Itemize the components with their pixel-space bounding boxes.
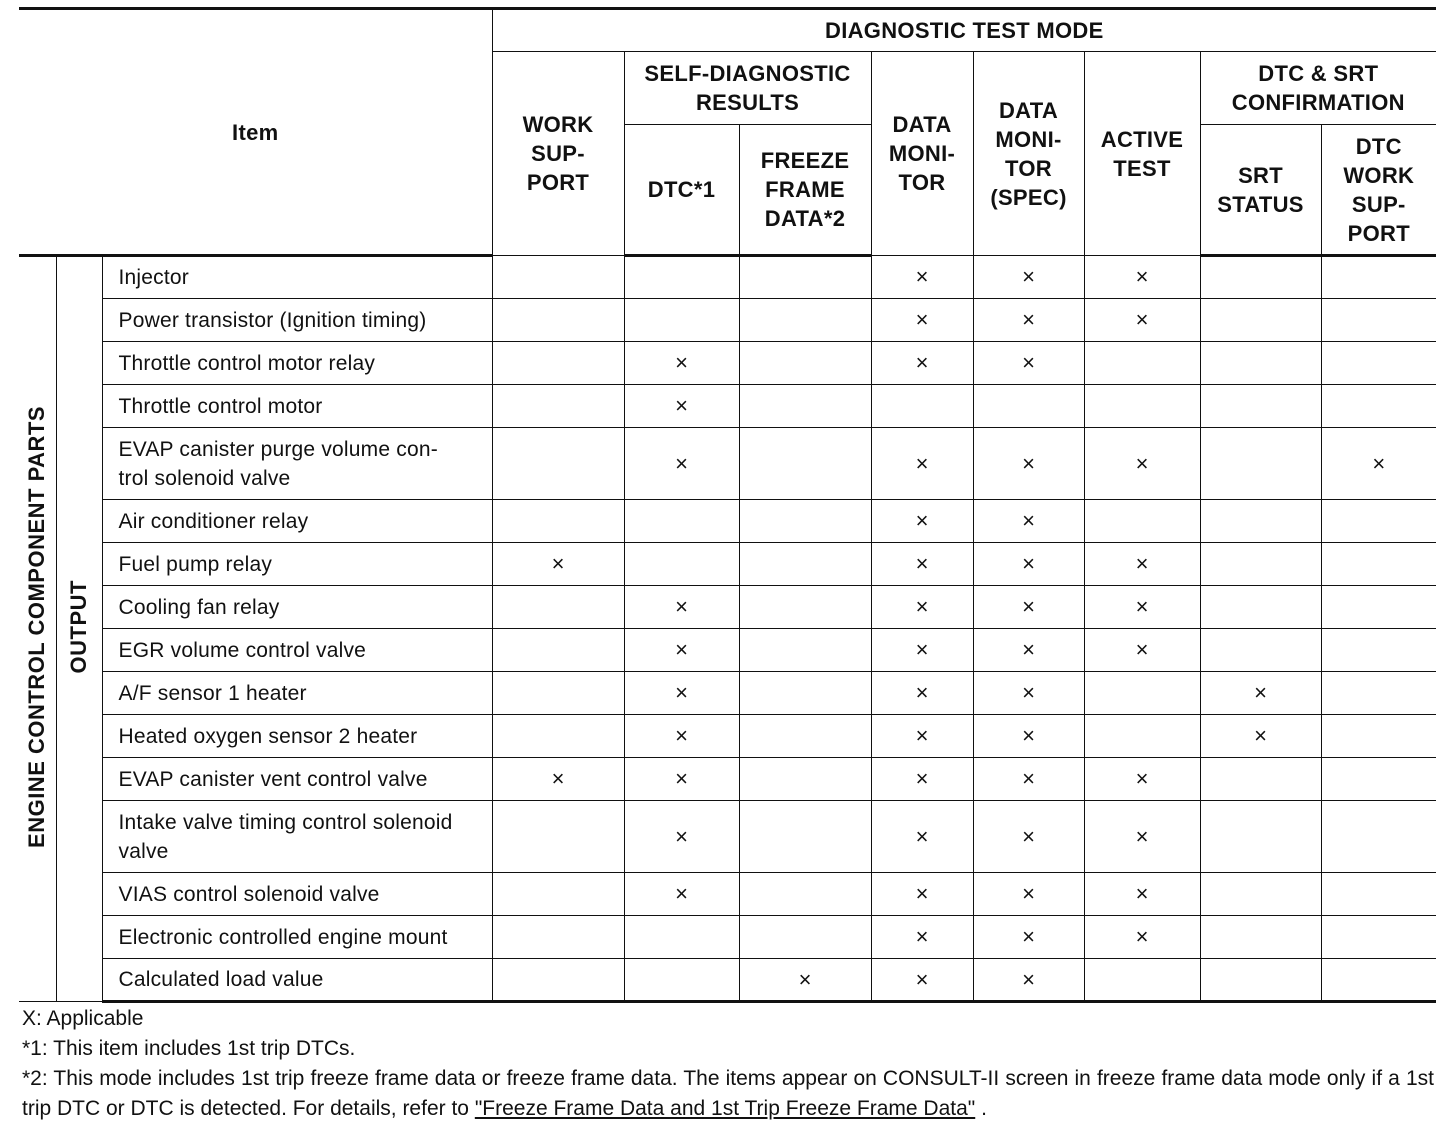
freeze-frame-data-cell: [739, 342, 871, 385]
item-label: Injector: [118, 266, 189, 289]
data-monitor-spec-cell: [973, 299, 1084, 342]
applicable-mark: ×: [1135, 766, 1149, 791]
table-row: [19, 873, 1436, 916]
data-monitor-spec-cell: [973, 256, 1084, 299]
applicable-mark: ×: [675, 766, 688, 791]
work-support-cell: [492, 500, 624, 543]
data-monitor-cell: [871, 715, 973, 758]
table-row: [19, 428, 1436, 500]
dtc-work-support-cell: [1321, 873, 1436, 916]
item-label: Heated oxygen sensor 2 heater: [118, 724, 418, 748]
item-label: EGR volume control valve: [118, 638, 367, 662]
applicable-mark: ×: [1022, 723, 1035, 748]
data-monitor-cell: [871, 629, 973, 672]
applicable-mark: ×: [915, 551, 929, 576]
item-cell: [102, 586, 492, 629]
header-line: DTC & SRT: [1258, 61, 1379, 86]
item-label: valve: [118, 839, 169, 863]
data-monitor-cell: [871, 801, 973, 873]
active-test-cell: [1084, 543, 1200, 586]
item-cell: [102, 758, 492, 801]
dtc-cell: [624, 586, 739, 629]
applicable-mark: ×: [1022, 823, 1035, 849]
applicable-mark: ×: [915, 594, 929, 619]
dtc-work-support-cell: [1321, 428, 1436, 500]
dtc-cell: [624, 715, 739, 758]
freeze-frame-data-cell: [739, 500, 871, 543]
applicable-mark: ×: [915, 766, 929, 791]
freeze-frame-data-cell: [739, 959, 871, 1002]
item-label: VIAS control solenoid valve: [118, 882, 380, 906]
freeze-frame-data-link[interactable]: "Freeze Frame Data and 1st Trip Freeze Frame Data": [474, 1097, 976, 1120]
applicable-mark: ×: [551, 766, 565, 791]
freeze-frame-data-cell: [739, 299, 871, 342]
srt-status-cell: [1200, 629, 1321, 672]
applicable-mark: ×: [915, 723, 929, 748]
data-monitor-cell: [871, 428, 973, 500]
table-row: [19, 586, 1436, 629]
freeze-frame-data-cell: [739, 385, 871, 428]
applicable-mark: ×: [915, 966, 929, 992]
item-cell: [102, 385, 492, 428]
active-test-cell: [1084, 256, 1200, 299]
footnote-1: *1: This item includes 1st trip DTCs.: [22, 1037, 356, 1060]
srt-status-header: [1200, 125, 1321, 256]
freeze-frame-data-cell: [739, 672, 871, 715]
applicable-mark: ×: [915, 307, 929, 332]
footnote-2: [22, 1064, 1434, 1124]
dtc-work-support-cell: [1321, 629, 1436, 672]
active-test-cell: [1084, 715, 1200, 758]
data-monitor-cell: [871, 959, 973, 1002]
dtc-srt-confirmation-header: [1200, 52, 1436, 125]
item-cell: [102, 873, 492, 916]
item-label: A/F sensor 1 heater: [118, 681, 307, 705]
srt-status-cell: [1200, 801, 1321, 873]
legend-note: X: Applicable: [22, 1007, 144, 1030]
data-monitor-cell: [871, 758, 973, 801]
data-monitor-spec-cell: [973, 959, 1084, 1002]
data-monitor-cell: [871, 873, 973, 916]
item-label: Intake valve timing control solenoid: [118, 810, 453, 834]
applicable-mark: ×: [1135, 551, 1149, 576]
header-line: SUP-: [1351, 191, 1406, 217]
srt-status-cell: [1200, 715, 1321, 758]
work-support-cell: [492, 959, 624, 1002]
work-support-cell: [492, 758, 624, 801]
item-cell: [102, 959, 492, 1002]
dtc-cell: [624, 672, 739, 715]
item-cell: [102, 500, 492, 543]
item-cell: [102, 428, 492, 500]
applicable-mark: ×: [675, 450, 688, 476]
applicable-mark: ×: [1022, 350, 1035, 375]
item-cell: [102, 672, 492, 715]
applicable-mark: ×: [915, 450, 929, 476]
srt-status-cell: [1200, 916, 1321, 959]
group-engine-control-component-parts: [19, 256, 56, 1002]
data-monitor-spec-cell: [973, 916, 1084, 959]
active-test-header: [1084, 52, 1200, 256]
dtc-work-support-cell: [1321, 672, 1436, 715]
data-monitor-cell: [871, 672, 973, 715]
applicable-mark: ×: [1022, 594, 1035, 619]
item-label: EVAP canister vent control valve: [118, 767, 428, 791]
item-label: Throttle control motor relay: [118, 351, 376, 375]
header-line: DATA: [998, 97, 1059, 123]
item-cell: [102, 916, 492, 959]
header-line: TOR: [1005, 155, 1052, 181]
applicable-mark: ×: [1022, 450, 1035, 476]
applicable-mark: ×: [1022, 680, 1035, 705]
item-label: Fuel pump relay: [118, 552, 273, 576]
item-cell: [102, 256, 492, 299]
item-label: trol solenoid valve: [118, 466, 291, 490]
freeze-frame-data-cell: [739, 801, 871, 873]
work-support-cell: [492, 916, 624, 959]
applicable-mark: ×: [1022, 551, 1035, 576]
data-monitor-cell: [871, 342, 973, 385]
applicable-mark: ×: [1135, 924, 1149, 949]
table-row: [19, 342, 1436, 385]
active-test-cell: [1084, 385, 1200, 428]
applicable-mark: ×: [1135, 264, 1149, 289]
item-cell: [102, 342, 492, 385]
active-test-cell: [1084, 672, 1200, 715]
dtc-cell: [624, 758, 739, 801]
header-line: FRAME: [765, 177, 845, 202]
applicable-mark: ×: [675, 680, 688, 705]
data-monitor-spec-cell: [973, 428, 1084, 500]
dtc-work-support-cell: [1321, 586, 1436, 629]
applicable-mark: ×: [675, 637, 688, 662]
applicable-mark: ×: [1022, 307, 1035, 332]
item-label: Calculated load value: [118, 968, 324, 991]
table-row: [19, 672, 1436, 715]
work-support-cell: [492, 385, 624, 428]
srt-status-cell: [1200, 543, 1321, 586]
srt-status-cell: [1200, 342, 1321, 385]
data-monitor-spec-cell: [973, 801, 1084, 873]
active-test-cell: [1084, 916, 1200, 959]
group-main-label: ENGINE CONTROL COMPONENT PARTS: [24, 405, 50, 848]
dtc-cell: [624, 629, 739, 672]
applicable-mark: ×: [1022, 966, 1035, 992]
work-support-header: [492, 52, 624, 256]
diagnostic-test-mode-header: DIAGNOSTIC TEST MODE: [492, 9, 1436, 52]
data-monitor-spec-cell: [973, 342, 1084, 385]
header-line: TEST: [1113, 155, 1171, 181]
item-label: Power transistor (Ignition timing): [118, 308, 427, 332]
header-line: DATA: [892, 112, 952, 137]
header-line: WORK: [1343, 162, 1415, 188]
self-diagnostic-results-header: [624, 52, 871, 125]
dtc-cell: [624, 801, 739, 873]
dtc-work-support-cell: [1321, 758, 1436, 801]
dtc-work-support-cell: [1321, 801, 1436, 873]
group-sub-label: OUTPUT: [66, 579, 91, 674]
dtc-cell: [624, 428, 739, 500]
dtc-cell: [624, 500, 739, 543]
work-support-cell: [492, 672, 624, 715]
footnote-2-end: .: [975, 1097, 987, 1120]
dtc-work-support-cell: [1321, 342, 1436, 385]
active-test-cell: [1084, 299, 1200, 342]
applicable-mark: ×: [915, 680, 929, 705]
applicable-mark: ×: [1022, 508, 1035, 533]
dtc-work-support-cell: [1321, 959, 1436, 1002]
data-monitor-spec-cell: [973, 758, 1084, 801]
active-test-cell: [1084, 629, 1200, 672]
applicable-mark: ×: [1022, 881, 1035, 906]
srt-status-cell: [1200, 873, 1321, 916]
applicable-mark: ×: [915, 823, 929, 849]
work-support-cell: [492, 543, 624, 586]
freeze-frame-data-cell: [739, 586, 871, 629]
applicable-mark: ×: [1135, 450, 1149, 476]
header-line: PORT: [526, 170, 590, 195]
dtc-work-support-cell: [1321, 543, 1436, 586]
active-test-cell: [1084, 428, 1200, 500]
table-row: [19, 385, 1436, 428]
applicable-mark: ×: [915, 350, 929, 375]
table-row: [19, 758, 1436, 801]
header-line: SRT: [1238, 162, 1283, 188]
table-body: [19, 256, 1436, 1002]
active-test-cell: [1084, 342, 1200, 385]
applicable-mark: ×: [675, 393, 688, 418]
applicable-mark: ×: [1135, 637, 1149, 662]
data-monitor-spec-cell: [973, 586, 1084, 629]
data-monitor-spec-cell: [973, 500, 1084, 543]
dtc-work-support-cell: [1321, 500, 1436, 543]
header-line: FREEZE: [760, 148, 850, 173]
srt-status-cell: [1200, 672, 1321, 715]
table-row: [19, 629, 1436, 672]
freeze-frame-data-cell: [739, 715, 871, 758]
applicable-mark: ×: [798, 966, 812, 992]
applicable-mark: ×: [675, 823, 688, 849]
data-monitor-cell: [871, 256, 973, 299]
item-label: Air conditioner relay: [118, 509, 309, 533]
applicable-mark: ×: [675, 723, 688, 748]
dtc-work-support-cell: [1321, 715, 1436, 758]
item-column-header: Item: [19, 9, 492, 256]
applicable-mark: ×: [1372, 450, 1386, 476]
work-support-cell: [492, 586, 624, 629]
active-test-cell: [1084, 758, 1200, 801]
header-line: DATA*2: [764, 206, 846, 231]
data-monitor-spec-header: [973, 52, 1084, 256]
dtc-cell: [624, 299, 739, 342]
header-line: RESULTS: [695, 90, 800, 115]
table-row: [19, 256, 1436, 299]
data-monitor-spec-cell: [973, 385, 1084, 428]
applicable-mark: ×: [915, 637, 929, 662]
table-row: [19, 801, 1436, 873]
dtc-cell: [624, 385, 739, 428]
header-line: MONI-: [888, 141, 956, 166]
data-monitor-spec-cell: [973, 873, 1084, 916]
applicable-mark: ×: [1022, 264, 1035, 289]
item-cell: [102, 715, 492, 758]
data-monitor-spec-cell: [973, 543, 1084, 586]
data-monitor-cell: [871, 299, 973, 342]
srt-status-cell: [1200, 758, 1321, 801]
freeze-frame-data-cell: [739, 873, 871, 916]
data-monitor-cell: [871, 916, 973, 959]
item-label: Electronic controlled engine mount: [118, 925, 448, 949]
item-cell: [102, 801, 492, 873]
srt-status-cell: [1200, 299, 1321, 342]
dtc-work-support-cell: [1321, 299, 1436, 342]
srt-status-cell: [1200, 428, 1321, 500]
srt-status-cell: [1200, 586, 1321, 629]
header-line: ACTIVE: [1100, 126, 1184, 152]
header-line: SUP-: [531, 141, 585, 166]
applicable-mark: ×: [1135, 823, 1149, 849]
dtc-work-support-header: [1321, 125, 1436, 256]
item-label: EVAP canister purge volume con-: [118, 437, 438, 461]
applicable-mark: ×: [1135, 594, 1149, 619]
header-line: (SPEC): [990, 184, 1067, 210]
data-monitor-header: [871, 52, 973, 256]
applicable-mark: ×: [1135, 307, 1149, 332]
freeze-frame-data-header: [739, 125, 871, 256]
work-support-cell: [492, 342, 624, 385]
freeze-frame-data-cell: [739, 758, 871, 801]
table-row: [19, 916, 1436, 959]
dtc-cell: [624, 959, 739, 1002]
work-support-cell: [492, 873, 624, 916]
footnote-2-text: *2: This mode includes 1st trip freeze frame data or freeze frame data. The items appear on CONSULT-II screen in freeze frame data mode only if a 1st trip DTC or DTC is detected. For details, refer to: [22, 1067, 1434, 1120]
dtc-cell: [624, 256, 739, 299]
active-test-cell: [1084, 801, 1200, 873]
group-output: [56, 256, 102, 1002]
header-line: TOR: [898, 170, 946, 195]
table-row: [19, 543, 1436, 586]
dtc-header: DTC*1: [624, 125, 739, 256]
srt-status-cell: [1200, 500, 1321, 543]
table-row: [19, 715, 1436, 758]
header-line: PORT: [1347, 220, 1410, 246]
freeze-frame-data-cell: [739, 916, 871, 959]
data-monitor-cell: [871, 543, 973, 586]
data-monitor-spec-cell: [973, 715, 1084, 758]
applicable-mark: ×: [675, 594, 688, 619]
applicable-mark: ×: [675, 881, 688, 906]
applicable-mark: ×: [1022, 924, 1035, 949]
item-cell: [102, 299, 492, 342]
diagnostic-test-mode-table: [19, 7, 1436, 1003]
dtc-cell: [624, 916, 739, 959]
applicable-mark: ×: [915, 924, 929, 949]
item-cell: [102, 543, 492, 586]
applicable-mark: ×: [915, 264, 929, 289]
freeze-frame-data-cell: [739, 629, 871, 672]
applicable-mark: ×: [1022, 766, 1035, 791]
applicable-mark: ×: [1022, 637, 1035, 662]
active-test-cell: [1084, 959, 1200, 1002]
data-monitor-cell: [871, 586, 973, 629]
srt-status-cell: [1200, 959, 1321, 1002]
freeze-frame-data-cell: [739, 428, 871, 500]
header-line: SELF-DIAGNOSTIC: [644, 61, 851, 86]
work-support-cell: [492, 299, 624, 342]
active-test-cell: [1084, 500, 1200, 543]
data-monitor-cell: [871, 500, 973, 543]
applicable-mark: ×: [675, 350, 688, 375]
header-line: DTC: [1355, 133, 1402, 159]
work-support-cell: [492, 256, 624, 299]
active-test-cell: [1084, 873, 1200, 916]
header-line: CONFIRMATION: [1231, 90, 1405, 115]
freeze-frame-data-cell: [739, 256, 871, 299]
srt-status-cell: [1200, 385, 1321, 428]
work-support-cell: [492, 715, 624, 758]
dtc-work-support-cell: [1321, 256, 1436, 299]
dtc-work-support-cell: [1321, 385, 1436, 428]
header-line: WORK: [522, 112, 594, 137]
applicable-mark: ×: [915, 881, 929, 906]
data-monitor-cell: [871, 385, 973, 428]
table-row: [19, 959, 1436, 1002]
header-line: STATUS: [1217, 191, 1304, 217]
applicable-mark: ×: [1135, 881, 1149, 906]
active-test-cell: [1084, 586, 1200, 629]
freeze-frame-data-cell: [739, 543, 871, 586]
work-support-cell: [492, 801, 624, 873]
applicable-mark: ×: [551, 551, 565, 576]
dtc-cell: [624, 873, 739, 916]
data-monitor-spec-cell: [973, 629, 1084, 672]
table-row: [19, 299, 1436, 342]
work-support-cell: [492, 629, 624, 672]
footnotes: [22, 1004, 1434, 1124]
table-row: [19, 500, 1436, 543]
dtc-cell: [624, 543, 739, 586]
dtc-cell: [624, 342, 739, 385]
applicable-mark: ×: [1254, 723, 1267, 748]
item-label: Cooling fan relay: [118, 595, 280, 619]
data-monitor-spec-cell: [973, 672, 1084, 715]
header-line: MONI-: [995, 126, 1062, 152]
item-cell: [102, 629, 492, 672]
applicable-mark: ×: [915, 508, 929, 533]
srt-status-cell: [1200, 256, 1321, 299]
work-support-cell: [492, 428, 624, 500]
dtc-work-support-cell: [1321, 916, 1436, 959]
item-label: Throttle control motor: [118, 394, 323, 418]
applicable-mark: ×: [1254, 680, 1267, 705]
